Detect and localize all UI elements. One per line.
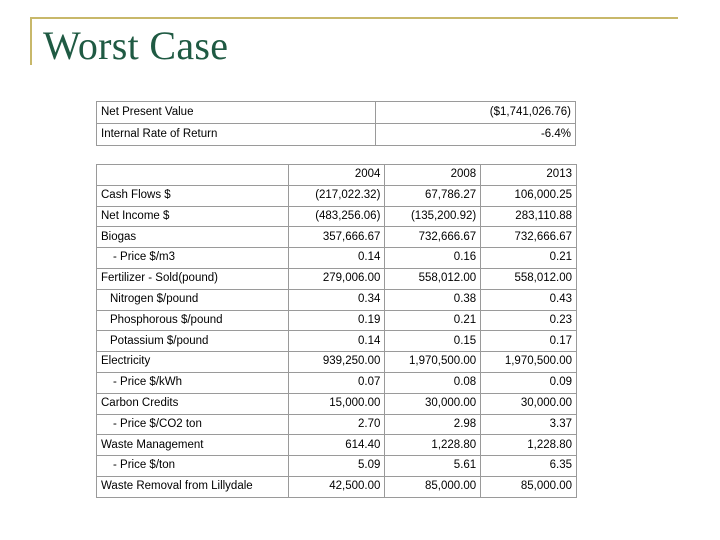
row-value: 0.15 <box>385 331 481 352</box>
row-value: 30,000.00 <box>481 393 577 414</box>
table-row <box>97 476 577 497</box>
row-value: 42,500.00 <box>288 476 385 497</box>
row-value: 30,000.00 <box>385 393 481 414</box>
npv-value: ($1,741,026.76) <box>375 102 575 124</box>
row-label: Fertilizer - Sold(pound) <box>97 268 289 289</box>
row-label: Nitrogen $/pound <box>97 289 289 310</box>
row-value: 0.38 <box>385 289 481 310</box>
row-value: 2.70 <box>288 414 385 435</box>
table-row <box>97 352 577 373</box>
table-row <box>97 393 577 414</box>
row-value: 1,970,500.00 <box>481 352 577 373</box>
row-value: (217,022.32) <box>288 185 385 206</box>
table-row <box>97 248 577 269</box>
row-value: 614.40 <box>288 435 385 456</box>
row-label: Carbon Credits <box>97 393 289 414</box>
row-value: 1,228.80 <box>385 435 481 456</box>
table-row <box>97 310 577 331</box>
header-cell-2008: 2008 <box>385 165 481 186</box>
row-value: 283,110.88 <box>481 206 577 227</box>
row-value: 732,666.67 <box>481 227 577 248</box>
npv-label: Net Present Value <box>97 102 376 124</box>
header-cell-label <box>97 165 289 186</box>
row-label: Waste Removal from Lillydale <box>97 476 289 497</box>
irr-value: -6.4% <box>375 124 575 146</box>
table-row <box>97 435 577 456</box>
row-label: Waste Management <box>97 435 289 456</box>
row-value: 939,250.00 <box>288 352 385 373</box>
financial-table <box>96 164 577 498</box>
row-value: 279,006.00 <box>288 268 385 289</box>
table-row <box>97 227 577 248</box>
row-value: 6.35 <box>481 456 577 477</box>
header-cell-2013: 2013 <box>481 165 577 186</box>
header-cell-2004: 2004 <box>288 165 385 186</box>
row-value: 1,228.80 <box>481 435 577 456</box>
row-value: 558,012.00 <box>385 268 481 289</box>
row-label: - Price $/m3 <box>97 248 289 269</box>
row-value: (483,256.06) <box>288 206 385 227</box>
row-value: (135,200.92) <box>385 206 481 227</box>
row-value: 0.14 <box>288 331 385 352</box>
row-value: 85,000.00 <box>481 476 577 497</box>
table-header-row <box>97 165 577 186</box>
row-label: - Price $/kWh <box>97 372 289 393</box>
row-value: 0.16 <box>385 248 481 269</box>
row-value: 0.07 <box>288 372 385 393</box>
row-value: 357,666.67 <box>288 227 385 248</box>
row-value: 0.09 <box>481 372 577 393</box>
title-left-rule <box>30 17 32 65</box>
row-value: 0.17 <box>481 331 577 352</box>
table-row <box>97 414 577 435</box>
row-value: 0.34 <box>288 289 385 310</box>
row-value: 106,000.25 <box>481 185 577 206</box>
row-value: 5.09 <box>288 456 385 477</box>
table-row <box>97 456 577 477</box>
row-value: 15,000.00 <box>288 393 385 414</box>
row-value: 3.37 <box>481 414 577 435</box>
row-value: 0.14 <box>288 248 385 269</box>
table-row <box>97 331 577 352</box>
row-value: 558,012.00 <box>481 268 577 289</box>
row-value: 2.98 <box>385 414 481 435</box>
table-row <box>97 268 577 289</box>
table-row <box>97 185 577 206</box>
row-label: Phosphorous $/pound <box>97 310 289 331</box>
row-value: 0.19 <box>288 310 385 331</box>
table-body <box>97 185 577 497</box>
row-value: 0.08 <box>385 372 481 393</box>
row-value: 85,000.00 <box>385 476 481 497</box>
slide-title: Worst Case <box>43 23 229 68</box>
irr-row <box>97 124 576 146</box>
row-label: Biogas <box>97 227 289 248</box>
table-row <box>97 372 577 393</box>
row-label: - Price $/ton <box>97 456 289 477</box>
row-value: 732,666.67 <box>385 227 481 248</box>
row-value: 0.21 <box>385 310 481 331</box>
table-row <box>97 206 577 227</box>
row-value: 0.23 <box>481 310 577 331</box>
irr-label: Internal Rate of Return <box>97 124 376 146</box>
row-value: 0.43 <box>481 289 577 310</box>
row-value: 1,970,500.00 <box>385 352 481 373</box>
row-label: Electricity <box>97 352 289 373</box>
summary-table <box>96 101 576 146</box>
npv-row <box>97 102 576 124</box>
row-label: Potassium $/pound <box>97 331 289 352</box>
row-value: 0.21 <box>481 248 577 269</box>
title-top-rule <box>30 17 678 19</box>
row-label: - Price $/CO2 ton <box>97 414 289 435</box>
row-value: 67,786.27 <box>385 185 481 206</box>
row-value: 5.61 <box>385 456 481 477</box>
row-label: Cash Flows $ <box>97 185 289 206</box>
table-row <box>97 289 577 310</box>
row-label: Net Income $ <box>97 206 289 227</box>
